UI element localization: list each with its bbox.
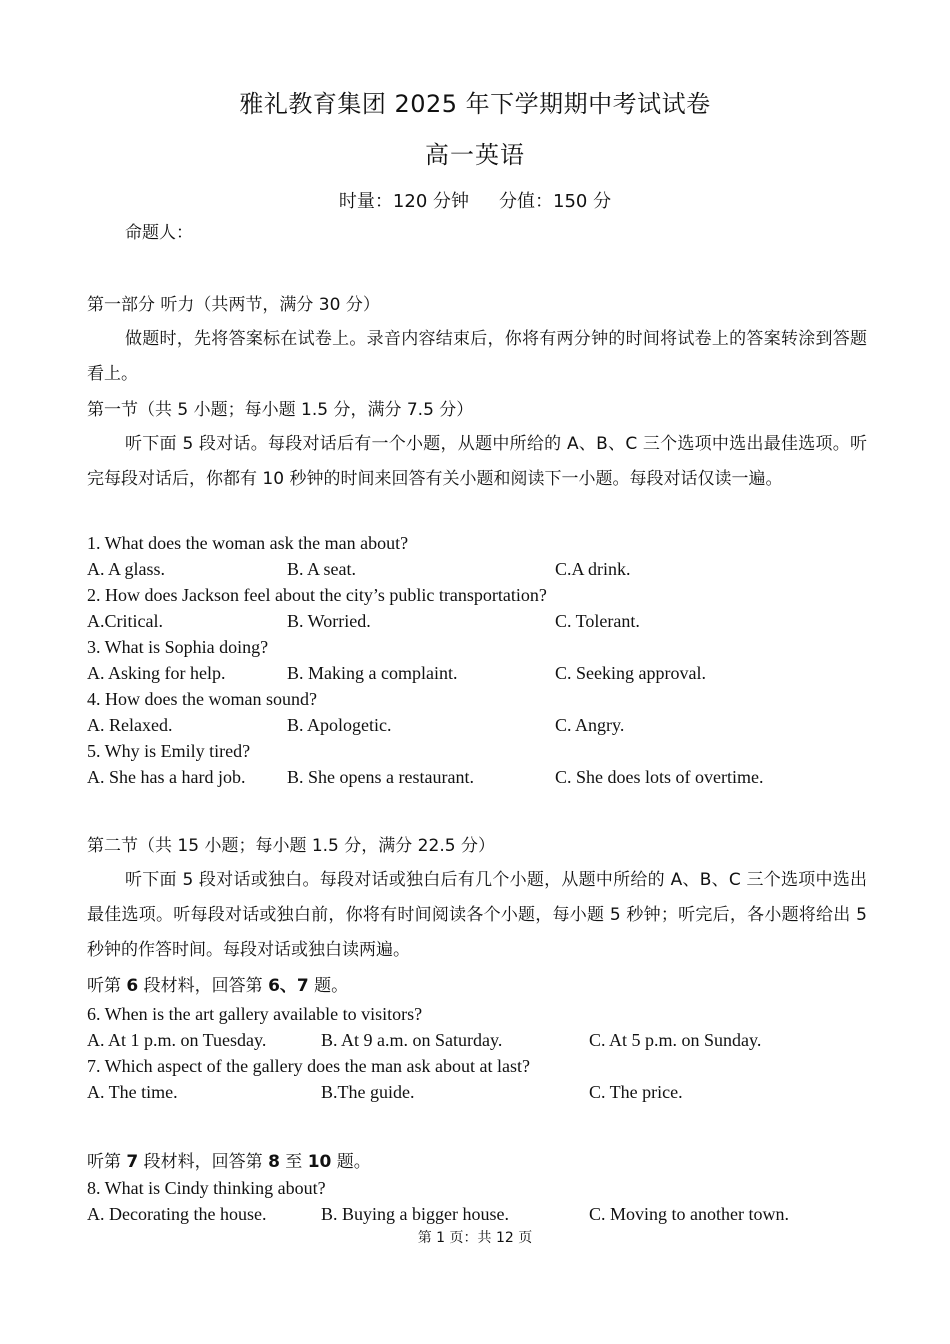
duration: 时量：120 分钟 — [338, 191, 469, 212]
q8-option-c: C. Moving to another town. — [589, 1204, 789, 1224]
section2-heading: 第二节（共 15 小题；每小题 1.5 分，满分 22.5 分） — [87, 836, 495, 856]
part1-heading: 第一部分 听力（共两节，满分 30 分） — [87, 295, 380, 315]
section2-instructions: 听下面 5 段对话或独白。每段对话或独白后有几个小题，从题中所给的 A、B、C 三个选项中选出最佳选项。听每段对话或独白前，你将有时间阅读各个小题，每小题 5 秒钟；听完后，各小题将给出 5 秒钟的作答时间。每段对话或独白读两遍。 — [87, 870, 867, 960]
q6-option-b: B. At 9 a.m. on Saturday. — [321, 1030, 503, 1050]
q1-option-b: B. A seat. — [287, 559, 357, 579]
material-6-mid: 段材料，回答第 — [138, 976, 269, 996]
material-6-range: 6、7 — [268, 976, 309, 996]
material-6-suffix: 题。 — [308, 976, 349, 996]
q1-option-c: C.A drink. — [555, 559, 631, 579]
q2-option-b: B. Worried. — [287, 611, 371, 631]
q2-option-c: C. Tolerant. — [555, 611, 640, 631]
question-7: 7. Which aspect of the gallery does the man ask about at last? — [87, 1056, 531, 1076]
q8-option-b: B. Buying a bigger house. — [321, 1204, 509, 1224]
q2-option-a: A.Critical. — [87, 611, 163, 631]
material-7-to: 10 — [307, 1152, 332, 1172]
material-7-label — [87, 1151, 371, 1173]
material-7-from: 8 — [268, 1152, 280, 1172]
time-score-line — [0, 187, 950, 213]
q3-option-a: A. Asking for help. — [87, 663, 226, 683]
q6-option-a: A. At 1 p.m. on Tuesday. — [87, 1030, 267, 1050]
q3-option-c: C. Seeking approval. — [555, 663, 706, 683]
question-3: 3. What is Sophia doing? — [87, 637, 269, 657]
question-8: 8. What is Cindy thinking about? — [87, 1178, 326, 1198]
material-7-suffix: 题。 — [331, 1152, 371, 1172]
material-7-prefix: 听第 — [87, 1152, 127, 1172]
q5-option-c: C. She does lots of overtime. — [555, 767, 764, 787]
q1-option-a: A. A glass. — [87, 559, 166, 579]
material-7-mid: 段材料，回答第 — [138, 1152, 269, 1172]
question-2: 2. How does Jackson feel about the city’s public transportation? — [87, 585, 547, 605]
section1-instructions: 听下面 5 段对话。每段对话后有一个小题，从题中所给的 A、B、C 三个选项中选出最佳选项。听完每段对话后，你都有 10 秒钟的时间来回答有关小题和阅读下一小题。每段对话仅读一遍。 — [87, 434, 867, 489]
section1-heading: 第一节（共 5 小题；每小题 1.5 分，满分 7.5 分） — [87, 400, 474, 420]
q7-option-a: A. The time. — [87, 1082, 178, 1102]
q6-option-c: C. At 5 p.m. on Sunday. — [589, 1030, 762, 1050]
q4-option-c: C. Angry. — [555, 715, 625, 735]
material-6-prefix: 听第 — [87, 976, 127, 996]
material-6-label — [87, 975, 348, 997]
question-1: 1. What does the woman ask the man about? — [87, 533, 409, 553]
q5-option-b: B. She opens a restaurant. — [287, 767, 474, 787]
q7-option-b: B.The guide. — [321, 1082, 415, 1102]
q3-option-b: B. Making a complaint. — [287, 663, 458, 683]
subject-title: 高一英语 — [425, 141, 525, 169]
q7-option-c: C. The price. — [589, 1082, 683, 1102]
q5-option-a: A. She has a hard job. — [87, 767, 246, 787]
page-footer: 第 1 页：共 12 页 — [417, 1230, 533, 1246]
question-4: 4. How does the woman sound? — [87, 689, 317, 709]
material-7-to-word: 至 — [279, 1152, 308, 1172]
exam-title: 雅礼教育集团 2025 年下学期期中考试试卷 — [239, 90, 711, 118]
question-6: 6. When is the art gallery available to visitors? — [87, 1004, 423, 1024]
q8-option-a: A. Decorating the house. — [87, 1204, 267, 1224]
q4-option-b: B. Apologetic. — [287, 715, 392, 735]
question-5: 5. Why is Emily tired? — [87, 741, 251, 761]
material-7-number: 7 — [126, 1152, 139, 1172]
q4-option-a: A. Relaxed. — [87, 715, 173, 735]
author-label: 命题人： — [125, 223, 193, 243]
material-6-number: 6 — [126, 976, 139, 996]
score: 分值：150 分 — [499, 191, 612, 212]
part1-instructions: 做题时，先将答案标在试卷上。录音内容结束后，你将有两分钟的时间将试卷上的答案转涂到答题看上。 — [87, 329, 867, 384]
